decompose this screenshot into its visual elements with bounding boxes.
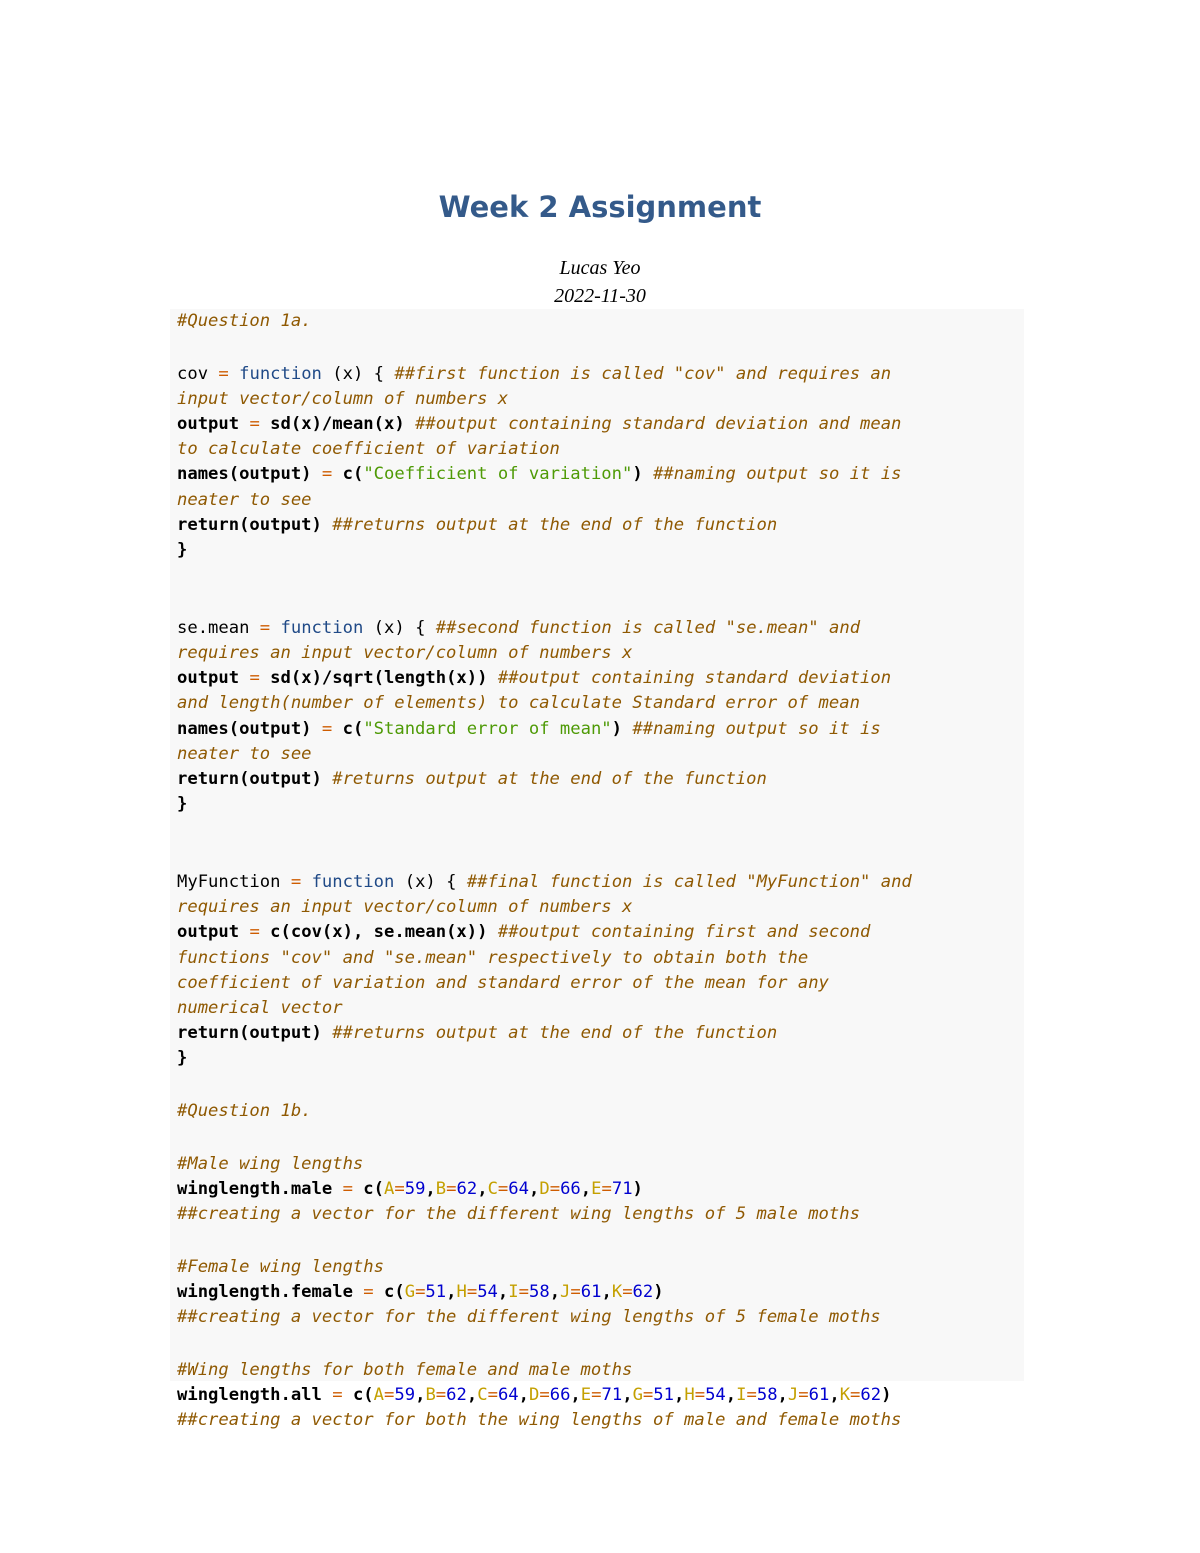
assign-operator: = [290,872,302,893]
code-comment: coefficient of variation and standard error of the mean for any [177,972,829,993]
comma: , [415,1385,426,1406]
code-line [177,717,1023,742]
code-line [177,1152,1023,1177]
assign-operator: = [218,363,229,384]
assign-operator: = [570,1282,581,1302]
vector-key: A [373,1385,385,1406]
assign-operator: = [622,1282,633,1302]
output-expression: sd(x)/sqrt(length(x)) [270,668,488,689]
close-paren: ) [881,1385,892,1406]
code-comment: to calculate coefficient of variation [177,439,560,460]
vector-key: H [684,1385,695,1406]
vector-value: 51 [425,1282,447,1302]
code-line [177,1046,1023,1071]
code-comment: ##second function is called "se.mean" and [435,617,861,638]
vector-value: 66 [560,1178,581,1199]
vector-value: 54 [477,1282,498,1302]
close-paren: ) [632,1178,643,1199]
output-expression: sd(x)/mean(x) [270,414,405,435]
code-line [177,462,1023,487]
vector-value: 54 [705,1385,726,1406]
code-comment: ##returns output at the end of the function [332,1023,778,1044]
function-keyword: function [311,872,395,893]
code-line [177,870,1023,895]
vector-value: 64 [508,1178,529,1199]
assign-operator: = [342,1178,353,1199]
comma: , [570,1385,581,1406]
code-comment: ##output containing standard deviation and mean [415,414,902,435]
comma: , [518,1385,529,1406]
assign-operator: = [487,1385,498,1406]
return-call: return(output) [177,514,322,535]
code-comment: requires an input vector/column of numbers x [177,643,633,664]
code-line [177,845,1023,870]
assign-operator: = [394,1178,405,1199]
code-line [177,1408,1023,1433]
code-comment: ##creating a vector for both the wing lengths of male and female moths [177,1410,902,1431]
assign-operator: = [415,1282,426,1302]
assign-operator: = [642,1385,654,1406]
code-comment: #Female wing lengths [177,1256,384,1277]
c-call: c( [384,1282,405,1302]
return-call: return(output) [177,1023,322,1044]
code-comment: #Wing lengths for both female and male moths [177,1359,633,1380]
code-comment: ##creating a vector for the different wing lengths of 5 male moths [177,1204,860,1225]
c-call: c( [342,718,364,739]
string-literal: "Standard error of mean" [363,718,612,739]
code-line [177,1255,1023,1280]
code-comment: ##final function is called "MyFunction" and [466,872,912,893]
code-line [177,591,1023,616]
blank-line [177,817,1023,845]
code-line [177,742,1023,767]
assign-operator: = [259,617,271,638]
code-line [177,362,1023,387]
function-args: (x) { [332,363,385,384]
code-line [177,616,1023,641]
function-keyword: function [280,617,364,638]
assign-operator: = [321,718,333,739]
vector-key: D [529,1385,540,1406]
vector-key: G [632,1385,643,1406]
vector-key: C [487,1178,498,1199]
vector-key: G [404,1282,416,1302]
assign-operator: = [384,1385,395,1406]
output-expression: c(cov(x), se.mean(x)) [270,922,488,943]
assign-operator: = [539,1385,550,1406]
close-brace: } [177,540,188,560]
code-comment: requires an input vector/column of numbers x [177,897,633,918]
vector-values [405,1282,654,1302]
blank-line [177,1072,1023,1100]
vector-key: K [839,1385,851,1406]
code-line [177,1177,1023,1202]
vector-value: 58 [528,1282,550,1302]
c-call: c( [342,464,364,485]
code-line [177,1099,1023,1124]
function-args: (x) { [404,872,457,893]
vector-value: 64 [497,1385,519,1406]
vector-key: D [539,1178,550,1199]
code-line [177,488,1023,513]
variable-name: winglength.all [177,1385,322,1406]
function-keyword: function [239,363,322,384]
code-comment: functions "cov" and "se.mean" respectively to obtain both the [177,947,809,968]
code-block [177,309,1023,1433]
code-comment: #Question 1a. [177,311,312,331]
vector-key: A [384,1178,395,1199]
assign-operator: = [518,1282,529,1302]
assign-operator: = [798,1385,809,1406]
vector-key: E [591,1178,602,1199]
vector-key: B [435,1178,447,1199]
code-comment: neater to see [177,489,312,510]
code-line [177,387,1023,412]
vector-value: 59 [394,1385,416,1406]
variable-output: output [177,414,240,435]
close-brace: } [177,1048,188,1069]
document-title: Week 2 Assignment [438,190,762,224]
blank-line [177,563,1023,591]
document-author: Lucas Yeo [559,257,641,279]
code-line [177,538,1023,563]
vector-key: J [560,1282,571,1302]
code-comment: #returns output at the end of the function [332,769,767,789]
variable-name: winglength.male [177,1178,333,1199]
assign-operator: = [332,1385,343,1406]
vector-value: 62 [860,1385,882,1406]
names-call: names(output) [177,718,312,739]
vector-value: 51 [653,1385,674,1406]
comma: , [477,1178,488,1199]
vector-value: 61 [808,1385,830,1406]
code-line [177,641,1023,666]
vector-key: E [580,1385,592,1406]
vector-key: C [477,1385,488,1406]
function-args: (x) { [373,617,426,638]
assign-operator: = [249,668,260,689]
close-paren: ) [632,464,643,485]
comma: , [528,1178,540,1199]
code-comment: neater to see [177,743,312,764]
code-line [177,1358,1023,1383]
vector-value: 71 [601,1385,623,1406]
code-comment: #Male wing lengths [177,1153,364,1174]
vector-key: J [787,1385,799,1406]
comma: , [549,1282,561,1302]
function-name: cov [177,363,209,384]
return-call: return(output) [177,769,322,789]
comma: , [446,1282,457,1302]
code-comment: ##creating a vector for the different wing lengths of 5 female moths [177,1307,881,1328]
assign-operator: = [466,1282,478,1302]
vector-key: B [425,1385,436,1406]
code-comment: numerical vector [177,998,343,1018]
vector-value: 61 [580,1282,602,1302]
assign-operator: = [435,1385,447,1406]
code-line [177,1383,1023,1408]
code-line [177,437,1023,462]
code-line [177,309,1023,334]
variable-output: output [177,668,240,689]
code-line [177,920,1023,945]
assign-operator: = [363,1282,374,1302]
assign-operator: = [321,464,333,485]
comma: , [777,1385,788,1406]
assign-operator: = [497,1178,509,1199]
c-call: c( [363,1178,384,1199]
close-paren: ) [611,718,623,739]
vector-value: 71 [611,1178,633,1199]
code-comment: input vector/column of numbers x [177,388,509,409]
comma: , [601,1282,612,1302]
code-line [177,971,1023,996]
code-line [177,1305,1023,1330]
code-line [177,691,1023,716]
code-line [177,792,1023,817]
code-comment: ##first function is called "cov" and requires an [394,363,892,384]
code-line [177,996,1023,1021]
comma: , [725,1385,737,1406]
code-comment: and length(number of elements) to calculate Standard error of mean [177,693,860,714]
vector-values [384,1179,633,1199]
blank-line [177,1330,1023,1358]
code-comment: #Question 1b. [177,1101,312,1122]
code-line [177,1021,1023,1046]
assign-operator: = [850,1385,861,1406]
comma: , [580,1178,592,1199]
code-line [177,513,1023,538]
string-literal: "Coefficient of variation" [363,464,633,485]
code-line [177,767,1023,792]
blank-line [177,1227,1023,1255]
comma: , [829,1385,840,1406]
code-line [177,895,1023,920]
assign-operator: = [591,1385,602,1406]
code-comment: ##output containing standard deviation [497,668,892,689]
assign-operator: = [694,1385,706,1406]
variable-name: winglength.female [177,1282,353,1302]
comma: , [497,1282,509,1302]
comma: , [466,1385,478,1406]
names-call: names(output) [177,464,312,485]
comma: , [622,1385,633,1406]
code-comment: ##naming output so it is [653,464,902,485]
comma: , [425,1178,436,1199]
code-line [177,666,1023,691]
vector-value: 62 [446,1385,467,1406]
vector-key: I [508,1282,519,1302]
c-call: c( [352,1385,374,1406]
close-paren: ) [653,1282,664,1302]
assign-operator: = [549,1178,561,1199]
assign-operator: = [601,1178,612,1199]
variable-output: output [177,922,240,943]
close-brace: } [177,794,188,815]
comma: , [673,1385,685,1406]
blank-line [177,1124,1023,1152]
code-line [177,1202,1023,1227]
vector-values [374,1385,881,1405]
vector-value: 62 [632,1282,654,1302]
function-name: MyFunction [177,872,281,893]
vector-value: 62 [456,1178,478,1199]
code-line [177,1280,1023,1305]
code-line [177,412,1023,437]
code-comment: ##returns output at the end of the function [332,514,778,535]
vector-value: 66 [549,1385,571,1406]
blank-line [177,334,1023,362]
vector-value: 58 [756,1385,778,1406]
vector-value: 59 [404,1178,426,1199]
vector-key: H [456,1282,467,1302]
assign-operator: = [746,1385,757,1406]
code-line [177,946,1023,971]
vector-key: I [736,1385,747,1406]
document-date: 2022-11-30 [554,285,646,307]
function-name: se.mean [177,617,250,638]
assign-operator: = [446,1178,457,1199]
code-comment: ##naming output so it is [632,718,881,739]
vector-key: K [611,1282,623,1302]
assign-operator: = [249,414,260,435]
assign-operator: = [249,922,260,943]
code-comment: ##output containing first and second [497,922,871,943]
